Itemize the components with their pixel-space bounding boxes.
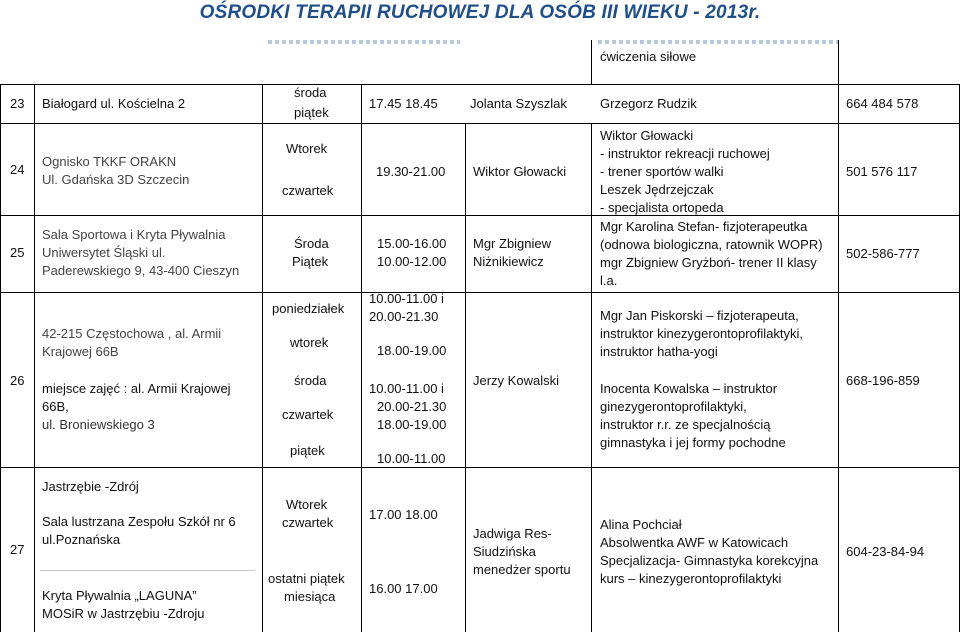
- day: Piątek: [292, 254, 329, 269]
- day: czwartek: [282, 407, 334, 422]
- day: Środa: [294, 236, 329, 251]
- instructor-line: - trener sportów walki: [600, 164, 724, 179]
- address-line: miejsce zajęć : al. Armii Krajowej: [42, 381, 231, 396]
- day: środa: [294, 373, 327, 388]
- address-line: 42-215 Częstochowa , al. Armii: [42, 326, 222, 341]
- address-line: Sala lustrzana Zespołu Szkół nr 6: [42, 514, 236, 529]
- instructor-line: Absolwentka AWF w Katowicach: [600, 535, 789, 550]
- instructor-line: Alina Pochciał: [600, 517, 682, 532]
- address-line: ul.Poznańska: [42, 532, 121, 547]
- instructor-line: (odnowa biologiczna, ratownik WOPR): [600, 237, 823, 252]
- instructor-line: Mgr Karolina Stefan- fizjoterapeutka: [600, 219, 808, 234]
- person-line: Siudzińska: [473, 544, 536, 559]
- person-line: Niżnikiewicz: [473, 254, 544, 269]
- address: Białogard ul. Kościelna 2: [42, 96, 186, 111]
- instructor-line: ginezygerontoprofilaktyki,: [600, 399, 747, 414]
- day: piątek: [294, 105, 329, 120]
- hours: 18.00-19.00: [377, 417, 447, 432]
- address-line: Uniwersytet Śląski ul.: [42, 245, 166, 260]
- person: Jolanta Szyszlak: [470, 96, 567, 111]
- row-number: 23: [10, 96, 25, 111]
- hours: 10.00-12.00: [377, 254, 447, 269]
- address-line: Paderewskiego 9, 43-400 Cieszyn: [42, 263, 240, 278]
- address-line: Jastrzębie -Zdrój: [42, 479, 139, 494]
- day: wtorek: [290, 335, 329, 350]
- row-number: 25: [10, 245, 25, 260]
- instructor-line: Specjalizacja- Gimnastyka korekcyjna: [600, 553, 819, 568]
- day: poniedziałek: [272, 301, 345, 316]
- row-number: 26: [10, 373, 25, 388]
- page-title: OŚRODKI TERAPII RUCHOWEJ DLA OSÓB III WIEKU - 2013r.: [199, 2, 761, 23]
- day: czwartek: [282, 515, 334, 530]
- person: Wiktor Głowacki: [473, 164, 567, 179]
- day: ostatni piątek: [268, 571, 345, 586]
- phone: 501 576 117: [846, 164, 918, 179]
- address-line: Ognisko TKKF ORAKN: [42, 154, 177, 169]
- phone: 664 484 578: [846, 96, 919, 111]
- address-line: ul. Broniewskiego 3: [42, 417, 155, 432]
- hours: 10.00-11.00 i: [369, 381, 444, 396]
- hours: 17.45 18.45: [369, 96, 438, 111]
- day: Wtorek: [286, 497, 328, 512]
- hours: 19.30-21.00: [376, 164, 446, 179]
- person-line: Mgr Zbigniew: [473, 236, 552, 251]
- instructor-line: - instruktor rekreacji ruchowej: [600, 146, 770, 161]
- title-underline-decoration: [598, 40, 838, 44]
- instructor-line: - specjalista ortopeda: [600, 200, 724, 215]
- hours: 16.00 17.00: [369, 581, 438, 596]
- hours: 15.00-16.00: [377, 236, 447, 251]
- address-line: 66B,: [42, 399, 69, 414]
- address-line: Krajowej 66B: [42, 344, 119, 359]
- person-line: menedżer sportu: [473, 562, 571, 577]
- instructor-line: kurs – kinezygerontoprofilaktyki: [600, 571, 782, 586]
- instructor-line: Leszek Jędrzejczak: [600, 182, 714, 197]
- hours: 20.00-21.30: [369, 309, 439, 324]
- instructor-line: l.a.: [600, 273, 618, 288]
- instructor: Grzegorz Rudzik: [600, 96, 697, 111]
- hours: 10.00-11.00 i: [369, 291, 444, 306]
- instructor-line: instruktor kinezygerontoprofilaktyki,: [600, 326, 804, 341]
- address-line: Ul. Gdańska 3D Szczecin: [42, 172, 190, 187]
- hours: 18.00-19.00: [377, 343, 447, 358]
- row-number: 24: [10, 162, 25, 177]
- phone: 668-196-859: [846, 373, 920, 388]
- address-line: Kryta Pływalnia „LAGUNA”: [42, 588, 197, 603]
- address-line: MOSiR w Jastrzębiu -Zdroju: [42, 606, 205, 621]
- hours: 17.00 18.00: [369, 507, 438, 522]
- phone: 604-23-84-94: [846, 544, 925, 559]
- person: Jerzy Kowalski: [473, 373, 559, 388]
- row-number: 27: [10, 542, 25, 557]
- day: Wtorek: [286, 141, 328, 156]
- instructor-line: mgr Zbigniew Gryżboń- trener II klasy: [600, 255, 817, 270]
- day: piątek: [290, 443, 325, 458]
- hours: 10.00-11.00: [377, 451, 446, 466]
- instructor-line: Wiktor Głowacki: [600, 128, 694, 143]
- person-line: Jadwiga Res-: [473, 526, 552, 541]
- instructor-line: instruktor hatha-yogi: [600, 344, 718, 359]
- title-underline-decoration: [268, 40, 460, 44]
- instructor-line: instruktor r.r. ze specjalnością: [600, 417, 771, 432]
- phone: 502-586-777: [846, 246, 920, 261]
- day: środa: [294, 85, 327, 100]
- top-fragment-text: ćwiczenia siłowe: [600, 49, 697, 64]
- instructor-line: gimnastyka i jej formy pochodne: [600, 435, 786, 450]
- instructor-line: Mgr Jan Piskorski – fizjoterapeuta,: [600, 308, 799, 323]
- instructor-line: Inocenta Kowalska – instruktor: [600, 381, 778, 396]
- hours: 20.00-21.30: [377, 399, 447, 414]
- day: czwartek: [282, 183, 334, 198]
- address-line: Sala Sportowa i Kryta Pływalnia: [42, 227, 226, 242]
- day: miesiąca: [284, 589, 336, 604]
